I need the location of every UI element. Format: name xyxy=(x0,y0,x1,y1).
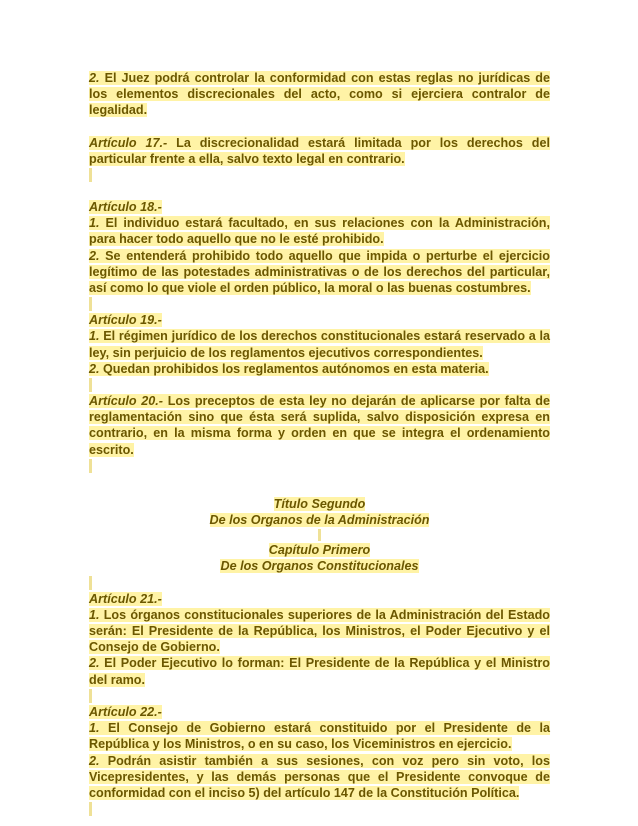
document-body xyxy=(89,70,550,817)
article-21-item-2: 2. El Poder Ejecutivo lo forman: El Presidente de la República y el Ministro del ramo. xyxy=(89,656,550,687)
article-22-item-1: 1. El Consejo de Gobierno estará constituido por el Presidente de la República y los Ministros, o en su caso, los Viceministros en ejercicio. xyxy=(89,721,550,752)
spacer-bar xyxy=(89,168,92,182)
article-18-item-1: 1. El individuo estará facultado, en sus relaciones con la Administración, para hacer todo aquello que no le esté prohibido. xyxy=(89,216,550,247)
spacer-bar xyxy=(89,459,92,473)
article-21-heading: Artículo 21.- xyxy=(89,591,162,606)
paragraph-2 xyxy=(89,70,550,119)
title-block xyxy=(89,496,550,575)
spacer-bar xyxy=(89,802,92,816)
article-19-item-2: 2. Quedan prohibidos los reglamentos autónomos en esta materia. xyxy=(89,361,489,376)
article-20: Artículo 20.- Los preceptos de esta ley no dejarán de aplicarse por falta de reglamentación sino que ésta será suplida, salvo disposición expresa en contrario, en la misma forma y orden en que se integra el ordenamiento escrito. xyxy=(89,394,550,457)
article-21-item-1: 1. Los órganos constitucionales superiores de la Administración del Estado serán: El Presidente de la República, los Ministros, el Poder Ejecutivo y el Consejo de Gobierno. xyxy=(89,607,550,655)
item-number: 2. xyxy=(89,71,100,85)
article-heading: Artículo 17.- xyxy=(89,135,168,150)
spacer-bar xyxy=(89,576,92,590)
article-17 xyxy=(89,135,550,167)
spacer-bar xyxy=(318,529,321,541)
article-19-heading: Artículo 19.- xyxy=(89,313,162,328)
spacer-bar xyxy=(89,297,92,311)
article-19-item-1: 1. El régimen jurídico de los derechos constitucionales estará reservado a la ley, sin perjuicio de los reglamentos ejecutivos correspondientes. xyxy=(89,329,550,360)
item-text: El Juez podrá controlar la conformidad con estas reglas no jurídicas de los elementos discrecionales del acto, como si ejerciera contralor de legalidad. xyxy=(89,71,550,118)
spacer-bar xyxy=(89,378,92,392)
article-18-item-2: 2. Se entenderá prohibido todo aquello que impida o perturbe el ejercicio legítimo de las potestades administrativas o de los derechos del particular, así como lo que viole el orden público, la moral o las buenas costumbres. xyxy=(89,248,550,296)
article-22-item-2: 2. Podrán asistir también a sus sesiones, con voz pero sin voto, los Vicepresidentes, y las demás personas que el Presidente convoque de conformidad con el inciso 5) del artículo 147 de la Constitución Política. xyxy=(89,753,550,800)
title-subheading: De los Organos de la Administración xyxy=(209,513,430,528)
title-heading: Título Segundo xyxy=(273,496,366,511)
chapter-subheading: De los Organos Constitucionales xyxy=(220,559,419,574)
chapter-heading: Capítulo Primero xyxy=(268,543,371,558)
article-text: La discrecionalidad estará limitada por los derechos del particular frente a ella, salvo texto legal en contrario. xyxy=(89,135,550,166)
spacer-bar xyxy=(89,689,92,703)
article-22-heading: Artículo 22.- xyxy=(89,704,162,719)
article-18-heading: Artículo 18.- xyxy=(89,200,162,215)
